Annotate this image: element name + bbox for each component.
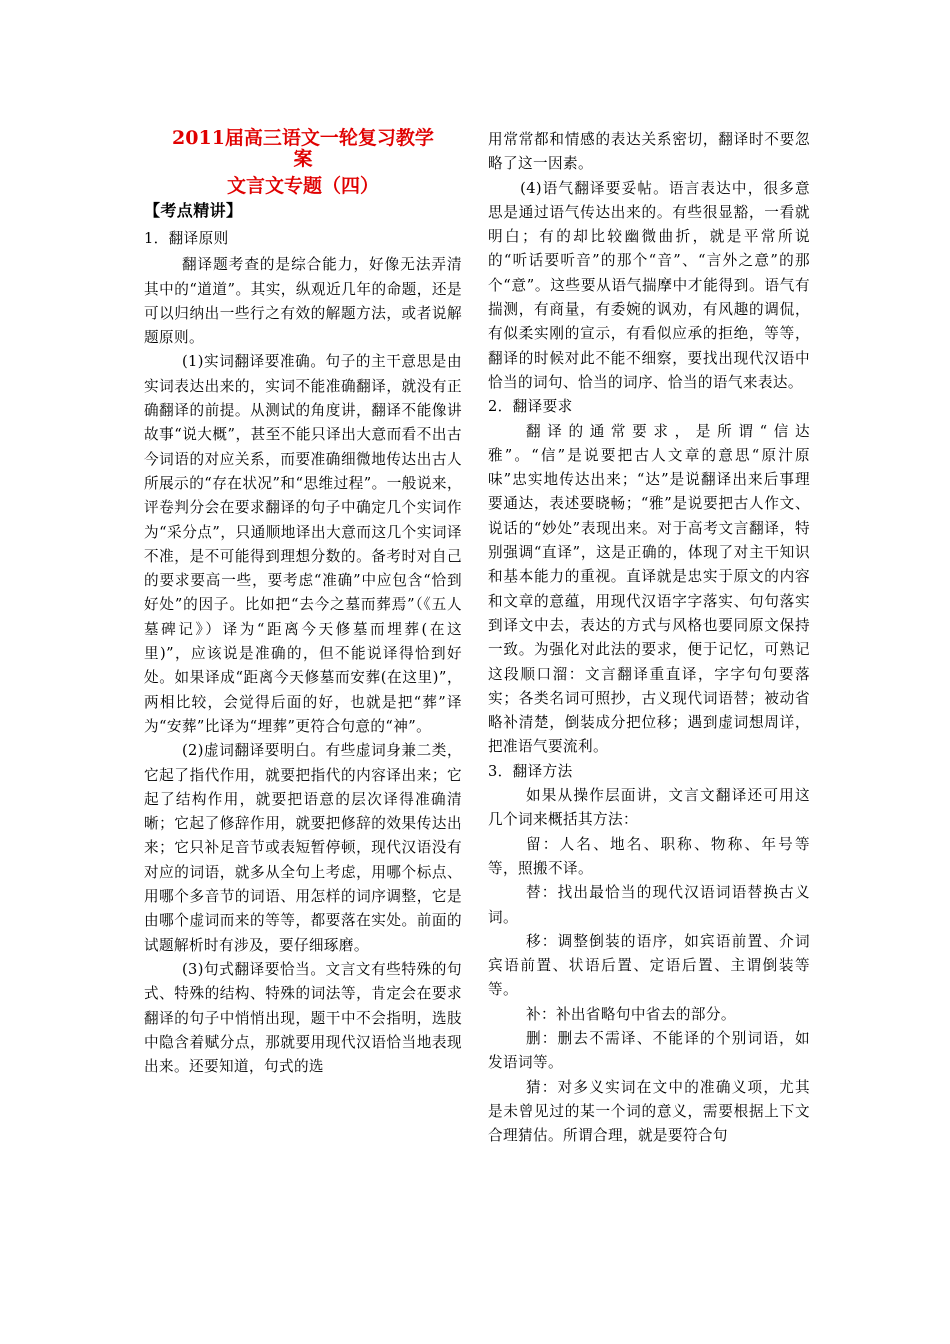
document-title-line-1: 2011届高三语文一轮复习教学 [172,127,434,149]
right-method-delete: 删：删去不需译、不能译的个别词语，如发语词等。 [488,1029,810,1072]
right-paragraph-methods-intro: 如果从操作层面讲，文言文翻译还可用这几个词来概括其方法： [488,787,810,829]
right-heading-2: 2．翻译要求 [488,398,573,416]
right-method-keep: 留：人名、地名、职称、物称、年号等等，照搬不译。 [488,835,810,877]
right-paragraph-requirements: 翻译的通常要求，是所谓“信达雅”。“信”是说要把古人文章的意思“原汁原味”忠实地传达出来；“达”是说翻译出来后事理要通达，表述要晓畅；“雅”是说要把古人作文、说话的“妙处”表现出来。对于高考文言翻译，特别强调“直译”，这是正确的，体现了对主干知识和基本能力的重视。直译就是忠实于原文的内容和文章的意蕴，用现代汉语字字落实、句句落实到译文中去，表达的方式与风格也要同原文保持一致。为强化对此法的要求，便于记忆，可熟记这段顺口溜：文言翻译重直译，字字句句要落实；各类名词可照抄，古义现代词语替；被动省略补清楚，倒装成分把位移；遇到虚词想周详，把准语气要流利。 [488,422,810,756]
left-paragraph-3: (3)句式翻译要恰当。文言文有些特殊的句式、特殊的结构、特殊的词法等，肯定会在要求翻译的句子中悄悄出现，题干中不会指明，选肢中隐含着赋分点，那就要用现代汉语恰当地表现出来。还要知道，句式的选 [144,960,462,1076]
document-subtitle: 文言文专题（四） [226,175,379,197]
document-title-line-2: 案 [293,148,313,170]
right-heading-3: 3．翻译方法 [488,762,573,780]
section-heading: 【考点精讲】 [144,201,243,220]
right-method-replace: 替：找出最恰当的现代汉语词语替换古义词。 [488,884,810,926]
left-column [144,128,462,1079]
left-paragraph-intro: 翻译题考查的是综合能力，好像无法弄清其中的“道道”。其实，纵观近几年的命题，还是可以归纳出一些行之有效的解题方法，或者说解题原则。 [144,256,462,347]
left-paragraph-1: (1)实词翻译要准确。句子的主干意思是由实词表达出来的，实词不能准确翻译，就没有正确翻译的前提。从测试的角度讲，翻译不能像讲故事“说大概”，甚至不能只译出大意而看不出古今词语的对应关系，而要准确细微地传达出古人所展示的“存在状况”和“思维过程”。一般说来，评卷判分会在要求翻译的句子中确定几个实词作为“采分点”，只通顺地译出大意而这几个实词译不准，是不可能得到理想分数的。备考时对自己的要求要高一些，要考虑“准确”中应包含“恰到好处”的因子。比如把“去今之墓而葬焉”（《五人墓碑记》）译为“距离今天修墓而埋葬(在这里)”，应该说是准确的，但不能说译得恰到好处。如果译成“距离今天修墓而安葬(在这里)”，两相比较，会觉得后面的好，也就是把“葬”译为“安葬”比译为“埋葬”更符合句意的“神”。 [144,353,462,735]
right-method-supplement: 补：补出省略句中省去的部分。 [525,1005,736,1023]
left-paragraph-2: (2)虚词翻译要明白。有些虚词身兼二类，它起了指代作用，就要把指代的内容译出来；它起了结构作用，就要把语意的层次译得准确清晰；它起了修辞作用，就要把修辞的效果传达出来；它只补足音节或表短暂停顿，现代汉语没有对应的词语，就多从全句上考虑，用哪个标点、用哪个多音节的词语、用怎样的词序调整，它是由哪个虚词而来的等等，都要落在实处。前面的试题解析时有涉及，要仔细琢磨。 [144,742,462,954]
left-heading-1: 1．翻译原则 [144,230,229,247]
right-paragraph-4: (4)语气翻译要妥帖。语言表达中，很多意思是通过语气传达出来的。有些很显豁，一看就明白；有的却比较幽微曲折，就是平常所说的“听话要听音”的那个“音”、“言外之意”的那个“意”。这些要从语气揣摩中才能得到。语气有揣测，有商量，有委婉的讽劝，有风趣的调侃，有似柔实刚的宣示，有看似应承的拒绝，等等，翻译的时候对此不能不细察，要找出现代汉语中恰当的词句、恰当的词序、恰当的语气来表达。 [488,179,810,391]
right-continuation: 用常常都和情感的表达关系密切，翻译时不要忽略了这一因素。 [488,131,810,173]
right-column [488,128,810,1148]
right-method-guess: 猜：对多义实词在文中的准确义项，尤其是未曾见过的某一个词的意义，需要根据上下文合理猜估。所谓合理，就是要符合句 [488,1078,810,1145]
right-method-move: 移：调整倒装的语序，如宾语前置、介词宾语前置、状语后置、定语后置、主谓倒装等等。 [488,932,810,999]
